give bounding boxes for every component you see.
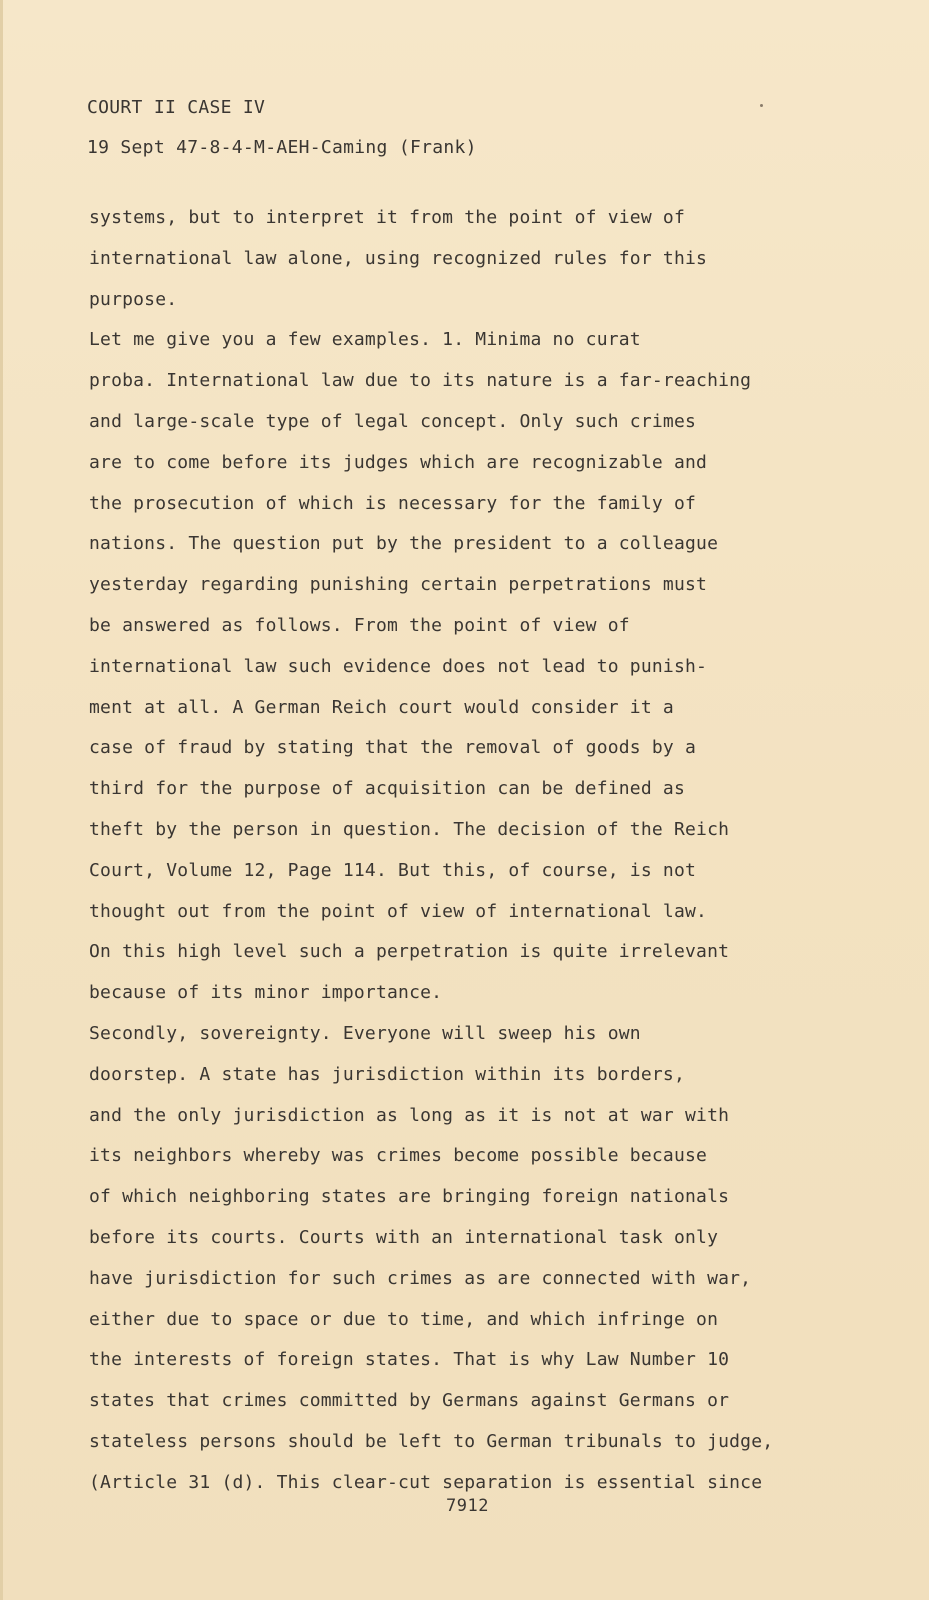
- text-line: On this high level such a perpetration is quite irrelevant: [89, 941, 730, 963]
- text-line: before its courts. Courts with an international task only: [89, 1226, 719, 1248]
- text-line: are to come before its judges which are recognizable and: [89, 451, 708, 473]
- transcript-body: [89, 198, 859, 1504]
- text-line: be answered as follows. From the point of view of: [89, 614, 630, 636]
- text-line: either due to space or due to time, and which infringe on: [89, 1308, 719, 1330]
- text-line: its neighbors whereby was crimes become possible because: [89, 1145, 708, 1167]
- text-line: of which neighboring states are bringing foreign nationals: [89, 1186, 730, 1208]
- text-line: proba. International law due to its nature is a far-reaching: [89, 370, 752, 392]
- text-line: systems, but to interpret it from the point of view of: [89, 207, 685, 228]
- text-line: the interests of foreign states. That is why Law Number 10: [89, 1349, 730, 1371]
- text-line: international law such evidence does not lead to punish-: [89, 655, 708, 677]
- text-line: have jurisdiction for such crimes as are connected with war,: [89, 1267, 752, 1289]
- text-line: international law alone, using recognized rules for this: [89, 247, 708, 269]
- text-line: ment at all. A German Reich court would consider it a: [89, 696, 674, 718]
- date-reference-line: 19 Sept 47-8-4-M-AEH-Caming (Frank): [87, 137, 477, 158]
- text-line: case of fraud by stating that the removal of goods by a: [89, 737, 697, 759]
- text-line: Let me give you a few examples. 1. Minima no curat: [89, 329, 641, 351]
- text-line: stateless persons should be left to German tribunals to judge,: [89, 1430, 774, 1452]
- text-line: doorstep. A state has jurisdiction within its borders,: [89, 1063, 685, 1085]
- document-header: [87, 88, 477, 168]
- court-case-line: COURT II CASE IV: [87, 97, 266, 118]
- text-line: because of its minor importance.: [89, 982, 443, 1004]
- text-line: (Article 31 (d). This clear-cut separation is essential since: [89, 1471, 763, 1493]
- text-line: purpose.: [89, 288, 178, 310]
- text-line: yesterday regarding punishing certain perpetrations must: [89, 574, 708, 596]
- text-line: and the only jurisdiction as long as it is not at war with: [89, 1104, 730, 1126]
- text-line: the prosecution of which is necessary for the family of: [89, 492, 697, 514]
- text-line: Court, Volume 12, Page 114. But this, of course, is not: [89, 859, 697, 881]
- text-line: Secondly, sovereignty. Everyone will sweep his own: [89, 1022, 641, 1044]
- text-line: theft by the person in question. The decision of the Reich: [89, 818, 730, 840]
- text-line: nations. The question put by the president to a colleague: [89, 533, 719, 555]
- paper-speck: [760, 104, 763, 107]
- text-line: third for the purpose of acquisition can be defined as: [89, 778, 685, 800]
- page-number: 7912: [446, 1496, 489, 1516]
- text-line: and large-scale type of legal concept. Only such crimes: [89, 410, 697, 432]
- text-line: thought out from the point of view of international law.: [89, 900, 708, 922]
- text-line: states that crimes committed by Germans against Germans or: [89, 1390, 730, 1412]
